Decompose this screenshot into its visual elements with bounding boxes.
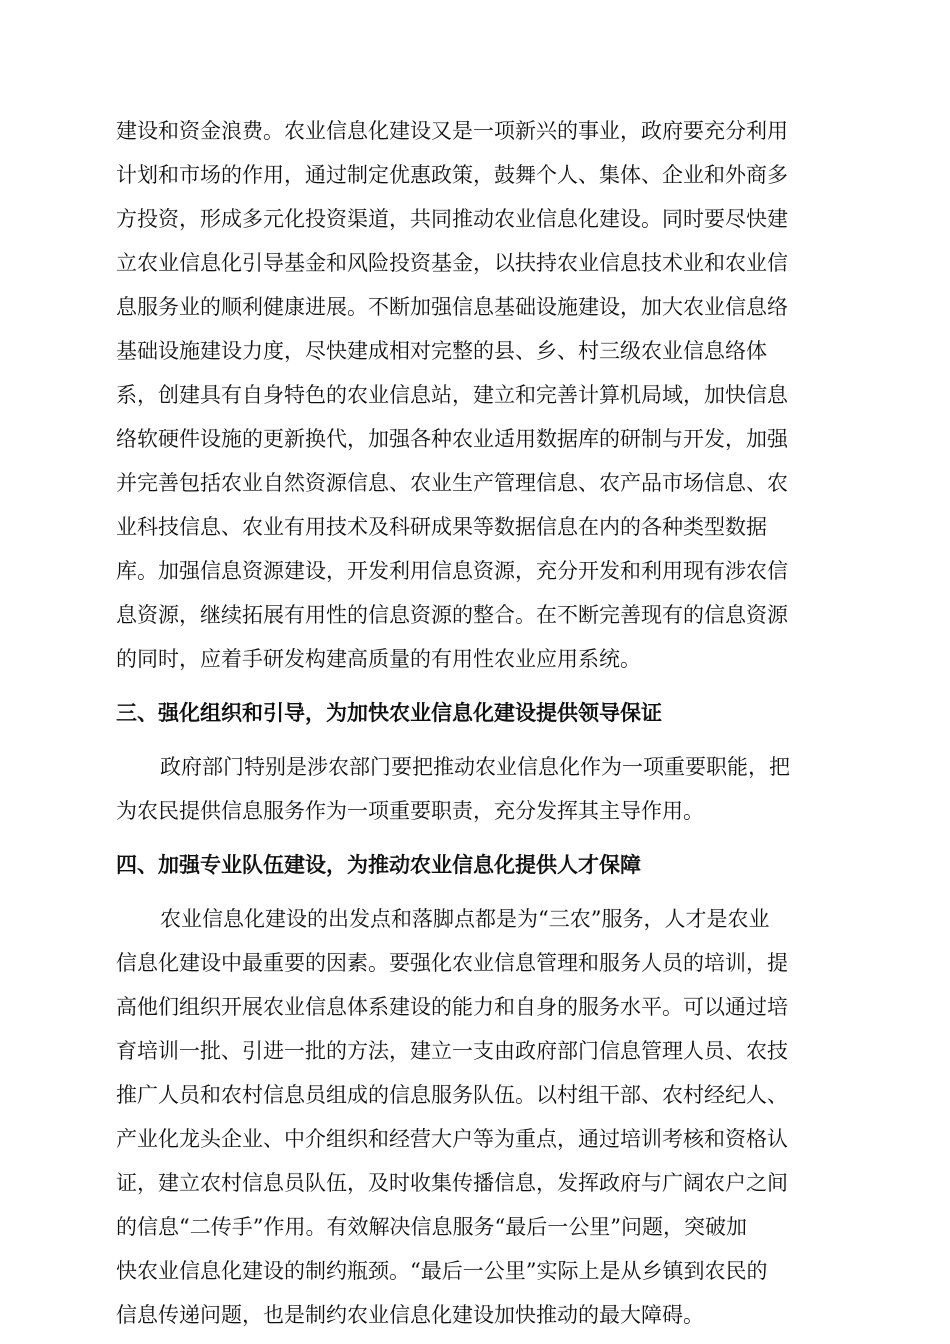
text-line: 息资源，继续拓展有用性的信息资源的整合。在不断完善现有的信息资源 [116,603,788,627]
text-line: 信息化建设中最重要的因素。要强化农业信息管理和服务人员的培训，提 [116,951,788,975]
text-line: 政府部门特别是涉农部门要把推动农业信息化作为一项重要职能，把 [160,755,790,779]
text-line: 产业化龙头企业、中介组织和经营大户等为重点，通过培训考核和资格认 [116,1127,788,1151]
text-line: 络软硬件设施的更新换代，加强各种农业适用数据库的研制与开发，加强 [116,427,788,451]
text-line: 并完善包括农业自然资源信息、农业生产管理信息、农产品市场信息、农 [116,471,788,495]
text-line: 推广人员和农村信息员组成的信息服务队伍。以村组干部、农村经纪人、 [116,1083,788,1107]
text-line: 快农业信息化建设的制约瓶颈。“最后一公里”实际上是从乡镇到农民的 [116,1259,768,1283]
text-line: 为农民提供信息服务作为一项重要职责，充分发挥其主导作用。 [116,799,704,823]
text-line: 的同时，应着手研发构建高质量的有用性农业应用系统。 [116,647,641,671]
text-line: 信息传递问题，也是制约农业信息化建设加快推动的最大障碍。 [116,1303,704,1327]
text-line: 证，建立农村信息员队伍，及时收集传播信息，发挥政府与广阔农户之间 [116,1171,788,1195]
text-line: 业科技信息、农业有用技术及科研成果等数据信息在内的各种类型数据 [116,515,767,539]
text-line: 库。加强信息资源建设，开发利用信息资源，充分开发和利用现有涉农信 [116,559,788,583]
text-line: 基础设施建设力度，尽快建成相对完整的县、乡、村三级农业信息络体 [116,339,767,363]
text-line: 系，创建具有自身特色的农业信息站，建立和完善计算机局域，加快信息 [116,383,788,407]
text-line: 育培训一批、引进一批的方法，建立一支由政府部门信息管理人员、农技 [116,1039,788,1063]
text-line: 计划和市场的作用，通过制定优惠政策，鼓舞个人、集体、企业和外商多 [116,163,788,187]
text-line: 建设和资金浪费。农业信息化建设又是一项新兴的事业，政府要充分利用 [116,119,788,143]
section-heading: 四、加强专业队伍建设，为推动农业信息化提供人才保障 [116,852,641,877]
text-line: 高他们组织开展农业信息体系建设的能力和自身的服务水平。可以通过培 [116,995,788,1019]
text-line: 息服务业的顺利健康进展。不断加强信息基础设施建设，加大农业信息络 [116,295,788,319]
section-heading: 三、强化组织和引导，为加快农业信息化建设提供领导保证 [116,700,662,725]
text-line: 立农业信息化引导基金和风险投资基金，以扶持农业信息技术业和农业信 [116,251,788,275]
text-line: 方投资，形成多元化投资渠道，共同推动农业信息化建设。同时要尽快建 [116,207,788,231]
text-line: 农业信息化建设的出发点和落脚点都是为“三农”服务，人才是农业 [160,907,770,931]
text-line: 的信息“二传手”作用。有效解决信息服务“最后一公里”问题，突破加 [116,1215,747,1239]
